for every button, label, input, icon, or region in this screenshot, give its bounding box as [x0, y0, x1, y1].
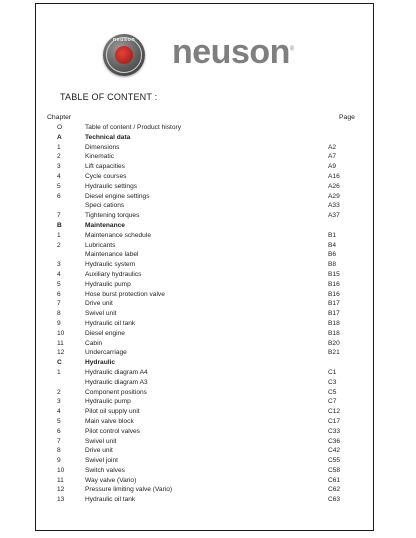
toc-entry-row — [36, 339, 373, 349]
toc-page-ref: A2 — [328, 143, 337, 151]
toc-section-row — [36, 358, 373, 368]
toc-chapter-number: 9 — [57, 319, 61, 327]
toc-page-ref: A37 — [328, 212, 340, 220]
toc-entry-title: Maintenance — [85, 221, 125, 229]
brand-name: neuson — [172, 33, 290, 71]
toc-page-ref: B20 — [328, 339, 340, 347]
toc-entry-row — [36, 476, 373, 486]
toc-page-ref: C12 — [328, 408, 341, 416]
toc-entry-title: Component positions — [85, 388, 147, 396]
toc-chapter-number: 1 — [57, 143, 61, 151]
toc-chapter-number: 6 — [57, 290, 61, 298]
toc-entry-row — [36, 417, 373, 427]
toc-entry-row — [36, 241, 373, 251]
toc-entry-title: Pilot oil supply unit — [85, 408, 140, 416]
toc-entry-row — [36, 378, 373, 388]
toc-entry-row — [36, 437, 373, 447]
toc-page-ref: C63 — [328, 496, 341, 504]
toc-chapter-number: 12 — [57, 486, 65, 494]
toc-entry-row — [36, 495, 373, 505]
toc-chapter-number: O — [57, 124, 63, 131]
brand-wordmark — [172, 33, 294, 72]
toc-page-ref: B16 — [328, 280, 340, 288]
toc-chapter-number: 4 — [57, 408, 61, 416]
toc-entry-row — [36, 152, 373, 162]
toc-entry-row — [36, 192, 373, 202]
toc-chapter-number: 10 — [57, 329, 65, 337]
toc-entry-title: Hydraulic oil tank — [85, 496, 136, 504]
toc-page-ref: A29 — [328, 192, 340, 200]
toc-chapter-number: 1 — [57, 368, 61, 376]
toc-entry-title: Tightening torques — [85, 212, 140, 220]
toc-page-ref: B1 — [328, 231, 337, 239]
toc-entry-row — [36, 162, 373, 172]
toc-page-ref: A7 — [328, 153, 337, 161]
toc-entry-title: Hydraulic settings — [85, 182, 138, 190]
toc-entry-row — [36, 172, 373, 182]
toc-entry-title: Swivel unit — [85, 310, 117, 318]
toc-entry-title: Hydraulic pump — [85, 398, 131, 406]
toc-page-ref: C61 — [328, 476, 341, 484]
toc-page-ref: C3 — [328, 378, 337, 386]
toc-page-ref: C42 — [328, 447, 341, 455]
toc-entry-row — [36, 123, 373, 133]
toc-section-row — [36, 133, 373, 143]
toc-chapter-number: 5 — [57, 280, 61, 288]
toc-entry-title: Diesel engine — [85, 329, 125, 337]
toc-page-ref: C7 — [328, 398, 337, 406]
toc-entry-row — [36, 446, 373, 456]
toc-entry-row — [36, 368, 373, 378]
toc-entry-row — [36, 270, 373, 280]
page-header: Page — [339, 114, 355, 121]
toc-chapter-number: 4 — [57, 172, 61, 180]
toc-page-ref: C36 — [328, 437, 341, 445]
toc-entry-title: Hydraulic oil tank — [85, 319, 136, 327]
toc-entry-title: Auxiliary hydraulics — [85, 270, 142, 278]
toc-entry-row — [36, 231, 373, 241]
toc-entry-title: Hydraulic — [85, 359, 116, 367]
toc-entry-title: Hydraulic diagram A4 — [85, 368, 148, 376]
toc-page-ref: A9 — [328, 163, 337, 171]
registered-mark: ® — [289, 46, 294, 53]
toc-page-ref: C17 — [328, 417, 341, 425]
toc-entry-row — [36, 329, 373, 339]
toc-chapter-number: 10 — [57, 466, 65, 474]
toc-entry-title: Lubricants — [85, 241, 116, 249]
toc-entry-row — [36, 388, 373, 398]
toc-entry-title: Drive unit — [85, 447, 113, 455]
toc-entry-row — [36, 427, 373, 437]
toc-entry-title: Drive unit — [85, 300, 113, 308]
toc-chapter-number: 12 — [57, 349, 65, 357]
toc-page-ref: C5 — [328, 388, 337, 396]
toc-chapter-number: 2 — [57, 153, 61, 161]
toc-chapter-number: 5 — [57, 417, 61, 425]
toc-page-ref: B21 — [328, 349, 340, 357]
toc-chapter-number: A — [57, 133, 62, 141]
toc-entry-title: Switch valves — [85, 466, 125, 474]
toc-chapter-number: 3 — [57, 398, 61, 406]
toc-page-ref: A33 — [328, 202, 340, 210]
toc-entry-row — [36, 466, 373, 476]
toc-chapter-number: 8 — [57, 310, 61, 318]
toc-page-ref: B15 — [328, 270, 340, 278]
toc-chapter-number: 9 — [57, 457, 61, 465]
toc-page-ref: C62 — [328, 486, 341, 494]
toc-entry-title: Pressure limiting valve (Vario) — [85, 486, 173, 494]
toc-entry-row — [36, 456, 373, 466]
toc-entry-title: Maintenance schedule — [85, 231, 151, 239]
toc-page-ref: B17 — [328, 300, 340, 308]
toc-entry-row — [36, 143, 373, 153]
toc-chapter-number: 2 — [57, 388, 61, 396]
toc-page-ref: C1 — [328, 368, 337, 376]
toc-entry-title: Hydraulic system — [85, 261, 136, 269]
toc-chapter-number: B — [57, 221, 62, 229]
toc-entry-title: Cabin — [85, 339, 103, 347]
toc-chapter-number: 1 — [57, 231, 61, 239]
toc-entry-row — [36, 211, 373, 221]
toc-chapter-number: 13 — [57, 496, 65, 504]
logo-red-dot — [115, 46, 133, 64]
toc-entry-title: Hydraulic pump — [85, 280, 131, 288]
toc-chapter-number: 6 — [57, 192, 61, 200]
toc-page-ref: C58 — [328, 466, 341, 474]
toc-chapter-number: 2 — [57, 241, 61, 249]
toc-entry-title: Dimensions — [85, 143, 120, 151]
toc-entry-row — [36, 319, 373, 329]
toc-entry-row — [36, 290, 373, 300]
toc-page-ref: B4 — [328, 241, 337, 249]
document-page — [35, 3, 374, 531]
toc-page-ref: B18 — [328, 329, 340, 337]
toc-entry-title: Kinematic — [85, 153, 114, 161]
logo-badge-text: neuson — [112, 37, 136, 43]
toc-entry-title: Swivel joint — [85, 457, 118, 465]
toc-page-ref: B17 — [328, 310, 340, 318]
toc-entry-title: Pilot control valves — [85, 427, 140, 435]
toc-page-ref: B6 — [328, 251, 337, 259]
toc-entry-row — [36, 260, 373, 270]
toc-entry-row — [36, 309, 373, 319]
toc-chapter-number: 7 — [57, 437, 61, 445]
toc-page-ref: B8 — [328, 261, 337, 269]
toc-entry-row — [36, 280, 373, 290]
toc-entry-row — [36, 348, 373, 358]
toc-chapter-number: 11 — [57, 339, 64, 347]
toc-entry-row — [36, 250, 373, 260]
neuson-logo-icon — [103, 34, 145, 76]
toc-chapter-number: 3 — [57, 261, 61, 269]
toc-chapter-number: 7 — [57, 212, 61, 220]
toc-entry-title: Cycle courses — [85, 172, 127, 180]
toc-entry-title: Hose burst protection valve — [85, 290, 165, 298]
toc-page-ref: A16 — [328, 172, 340, 180]
toc-entry-title: Diesel engine settings — [85, 192, 150, 200]
toc-page-ref: B16 — [328, 290, 340, 298]
toc-entry-row — [36, 485, 373, 495]
toc-page-ref: B18 — [328, 319, 340, 327]
toc-section-row — [36, 221, 373, 231]
toc-entry-title: Swivel unit — [85, 437, 117, 445]
toc-page-ref: C33 — [328, 427, 341, 435]
toc-chapter-number: 6 — [57, 427, 61, 435]
toc-entry-row — [36, 397, 373, 407]
toc-entry-title: Maintenance label — [85, 251, 139, 259]
toc-list — [36, 123, 373, 505]
toc-page-ref: C55 — [328, 457, 341, 465]
toc-chapter-number: 11 — [57, 476, 64, 484]
toc-entry-title: Speci cations — [85, 202, 125, 210]
toc-chapter-number: 3 — [57, 163, 61, 171]
toc-entry-row — [36, 201, 373, 211]
toc-chapter-number: C — [57, 359, 62, 367]
toc-title: TABLE OF CONTENT : — [60, 92, 158, 102]
toc-entry-title: Main valve block — [85, 417, 134, 425]
chapter-header: Chapter — [47, 114, 72, 121]
toc-entry-title: Undercarriage — [85, 349, 127, 357]
toc-chapter-number: 4 — [57, 270, 61, 278]
toc-chapter-number: 7 — [57, 300, 61, 308]
toc-chapter-number: 8 — [57, 447, 61, 455]
toc-entry-title: Hydraulic diagram A3 — [85, 378, 148, 386]
toc-page-ref: A26 — [328, 182, 340, 190]
toc-entry-title: Way valve (Vario) — [85, 476, 137, 484]
toc-entry-title: Table of content / Product history — [85, 124, 182, 131]
toc-entry-title: Technical data — [85, 133, 131, 141]
toc-entry-row — [36, 182, 373, 192]
toc-entry-row — [36, 299, 373, 309]
toc-entry-title: Lift capacities — [85, 163, 125, 171]
toc-chapter-number: 5 — [57, 182, 61, 190]
toc-entry-row — [36, 407, 373, 417]
